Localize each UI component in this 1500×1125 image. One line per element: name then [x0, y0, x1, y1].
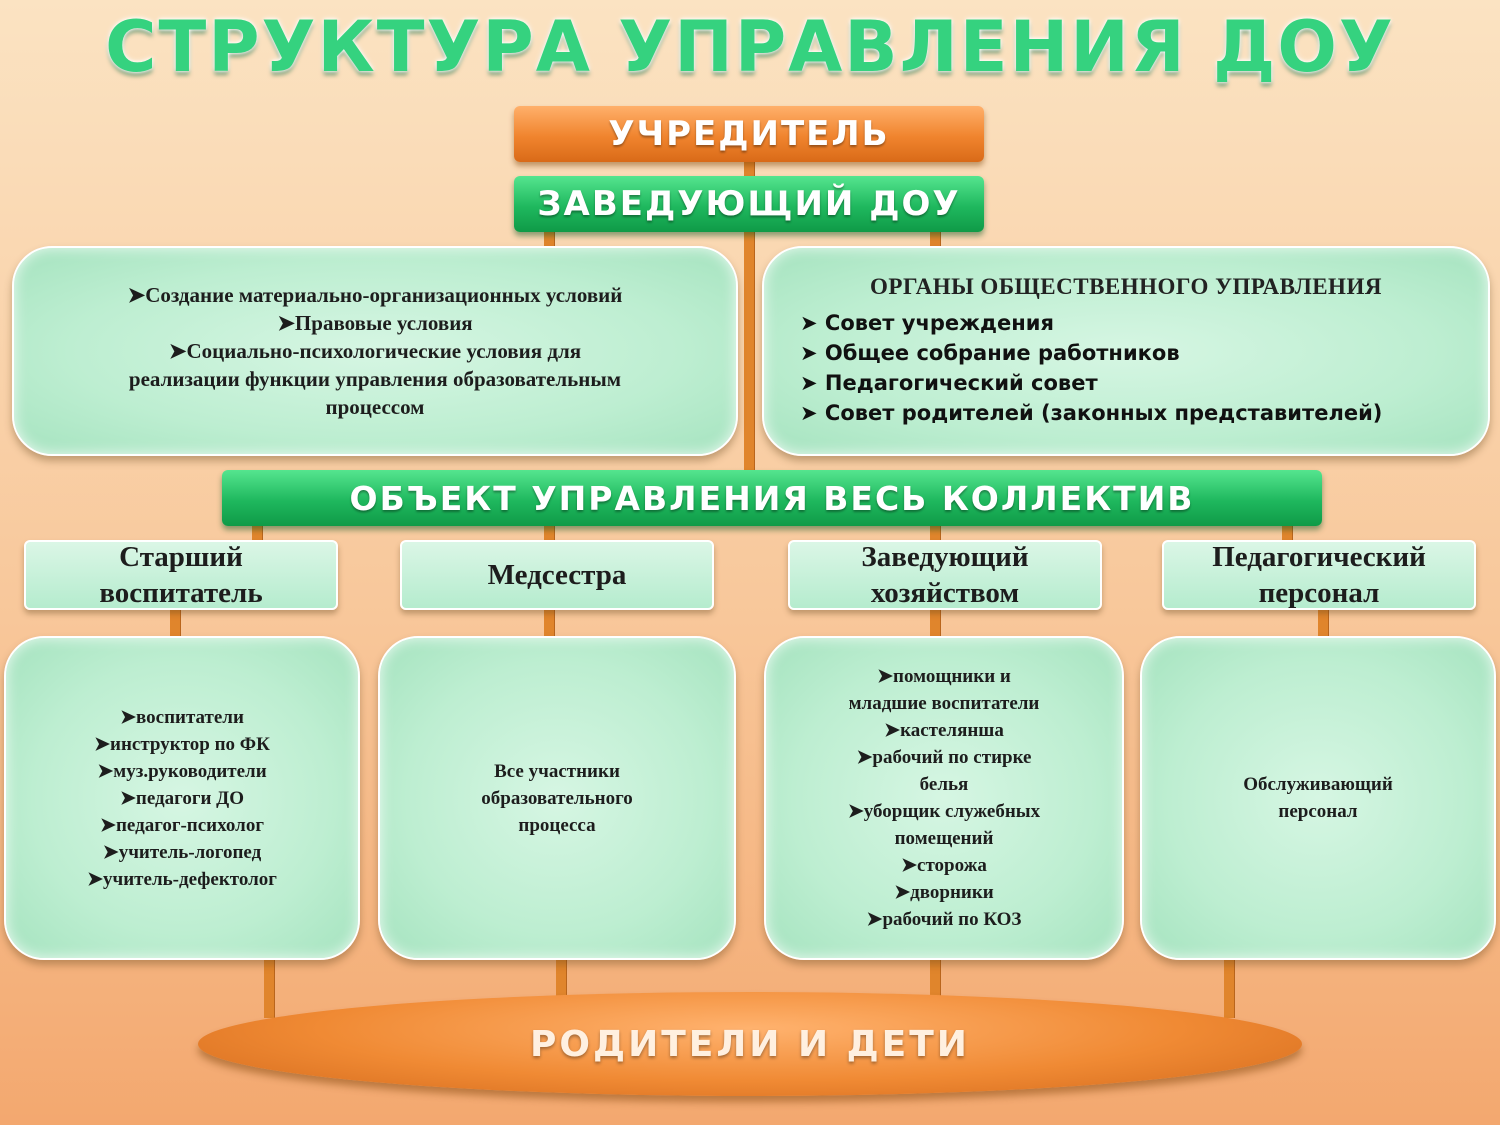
- unit-panel-senior-teacher: [4, 636, 360, 960]
- list-item: ➤ учитель-дефектолог: [87, 866, 277, 893]
- organs-item: ➤ Общее собрание работников: [800, 338, 1382, 368]
- list-item: ➤ помощники и: [877, 663, 1011, 690]
- object-bar-label: ОБЪЕКТ УПРАВЛЕНИЯ ВЕСЬ КОЛЛЕКТИВ: [349, 478, 1195, 518]
- organs-item: ➤ Совет учреждения: [800, 308, 1382, 338]
- unit-label-senior-teacher: [24, 540, 338, 610]
- connector-col3-c: [930, 958, 940, 998]
- conditions-line: ➤Социально-психологические условия для: [168, 339, 582, 363]
- unit-panel-teaching-staff: [1140, 636, 1496, 960]
- parents-label: РОДИТЕЛИ И ДЕТИ: [530, 1023, 970, 1065]
- founder-label: УЧРЕДИТЕЛЬ: [608, 114, 890, 154]
- unit-label-line: Заведующий: [861, 541, 1029, 573]
- unit-text-line: персонал: [1278, 801, 1358, 822]
- unit-label-line: Педагогический: [1212, 541, 1426, 573]
- list-item: ➤ муз.руководители: [97, 758, 266, 785]
- unit-label-nurse: [400, 540, 714, 610]
- organs-item: ➤ Совет родителей (законных представителей): [800, 398, 1382, 428]
- list-item: ➤ рабочий по стирке: [857, 744, 1032, 771]
- list-item-continuation: белья: [919, 774, 969, 795]
- list-item: ➤ педагог-психолог: [100, 812, 264, 839]
- conditions-line: ➤Правовые условия: [277, 311, 473, 335]
- organs-panel: [762, 246, 1490, 456]
- head-box: [514, 176, 984, 232]
- list-item: ➤ рабочий по КОЗ: [867, 906, 1022, 933]
- connector-col2-c: [556, 958, 566, 998]
- founder-box: [514, 106, 984, 162]
- object-bar: [222, 470, 1322, 526]
- conditions-line: ➤Создание материально-организационных условий: [127, 283, 623, 307]
- connector-col1-c: [264, 958, 274, 1018]
- list-item-continuation: младшие воспитатели: [848, 693, 1040, 714]
- unit-label-line: воспитатель: [99, 577, 263, 609]
- list-item: ➤ сторожа: [901, 852, 987, 879]
- head-label: ЗАВЕДУЮЩИЙ ДОУ: [537, 184, 961, 224]
- list-item: ➤ воспитатели: [120, 704, 244, 731]
- unit-label-line: Старший: [119, 541, 243, 573]
- list-item: ➤ уборщик служебных: [848, 798, 1040, 825]
- page-title: СТРУКТУРА УПРАВЛЕНИЯ ДОУ: [105, 6, 1395, 88]
- unit-label-line: Медсестра: [487, 559, 627, 591]
- unit-label-housekeeping: [788, 540, 1102, 610]
- list-item-continuation: помещений: [894, 828, 994, 849]
- conditions-line: процессом: [325, 395, 425, 419]
- conditions-panel: [12, 246, 738, 456]
- conditions-line: реализации функции управления образовательным: [128, 367, 622, 391]
- unit-text-line: Обслуживающий: [1243, 774, 1393, 795]
- list-item: ➤ кастелянша: [884, 717, 1004, 744]
- unit-text-line: образовательного: [481, 787, 633, 809]
- list-item: ➤ дворники: [894, 879, 994, 906]
- unit-text-line: процесса: [518, 814, 596, 836]
- organs-title: ОРГАНЫ ОБЩЕСТВЕННОГО УПРАВЛЕНИЯ: [870, 274, 1382, 299]
- organs-list: [800, 308, 1382, 428]
- organs-item: ➤ Педагогический совет: [800, 368, 1382, 398]
- list-item: ➤ инструктор по ФК: [94, 731, 270, 758]
- unit-label-line: хозяйством: [870, 577, 1020, 609]
- list-item: ➤ учитель-логопед: [103, 839, 261, 866]
- unit-panel-housekeeping: [764, 636, 1124, 960]
- unit-label-teaching-staff: [1162, 540, 1476, 610]
- parents-ellipse: [198, 992, 1302, 1096]
- unit-panel-nurse: [378, 636, 736, 960]
- connector-col4-c: [1224, 958, 1234, 1018]
- unit-text-line: Все участники: [494, 760, 620, 782]
- unit-label-line: персонал: [1258, 577, 1380, 609]
- list-item: ➤ педагоги ДО: [120, 785, 244, 812]
